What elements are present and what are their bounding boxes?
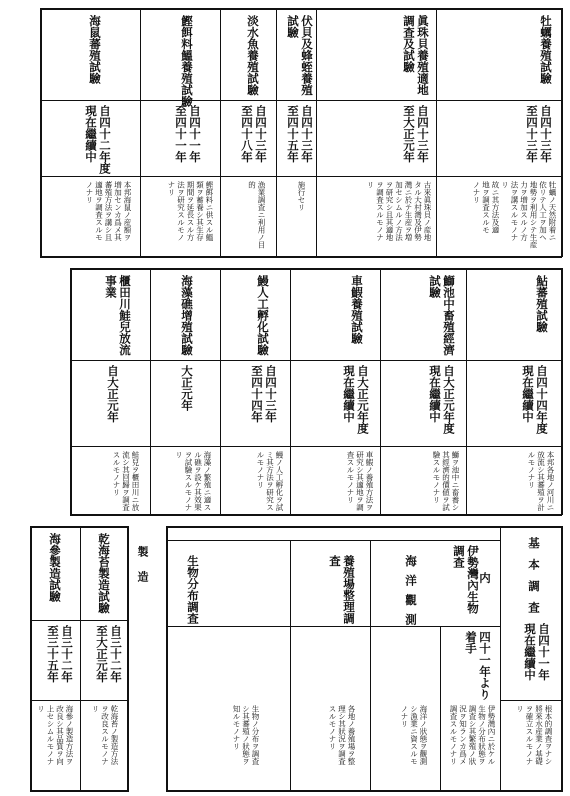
note-seaweed-reef: 海藻ノ繁殖ニ適ス ル礁ヲ設ケ其效果 ヲ試驗スルモノナ リ	[174, 451, 212, 511]
ocean-note: 海洋ノ狀態ヲ觀測 シ漁業ニ資スルモ ノナリ	[400, 705, 428, 765]
title-ayu: 鮎蕃殖試驗	[535, 275, 549, 333]
row-salmon-release	[71, 269, 150, 514]
period-seaweed-reef: 大正元年	[180, 365, 194, 411]
note-ayu: 本邦各地ノ河川ニ 放流シ其蕃殖ヲ計 ルモノナリ	[527, 451, 555, 511]
distribution-survey	[167, 541, 290, 790]
title-shellfish: 伏貝及蜂蛭養殖 試驗	[286, 15, 314, 96]
ocean-title: 海洋觀測	[404, 555, 418, 633]
inner-label: 内	[478, 572, 492, 584]
note-sardine-bait: 鰹餌料ニ供スル鰮 類ヲ蓄養シ其生存 期間ヲ延長スル方 法ヲ研究スルモノ ナリ	[167, 181, 214, 241]
title-oyster: 牡蠣養殖試驗	[539, 15, 553, 84]
row-yellowtail	[381, 269, 466, 514]
row-seaweed-reef	[151, 269, 220, 514]
title-seaweed-reef: 海藻礁增殖試驗	[180, 275, 194, 356]
basic-survey	[501, 527, 561, 790]
farm-title: 養殖場整理調 査	[328, 555, 356, 624]
basic-survey-label: 基本調査	[527, 537, 541, 623]
note-prawn: 車鰕ノ養殖方法ヲ 研究シ其適地ヲ調 査スルモノナリ	[346, 451, 374, 511]
period-oyster: 自四十三年 至四十三年	[525, 105, 553, 163]
ocean-observation	[371, 541, 440, 790]
row-sea-cucumber	[41, 9, 140, 256]
row-freshwater	[221, 9, 276, 256]
note-eel: 鰻ノ人工孵化ヲ試 ミ其方法ヲ研究ス ルモノナリ	[256, 451, 284, 511]
note-freshwater: 漁業調査ニ利用ノ目 的	[247, 181, 266, 249]
title-sea-cucumber: 海鼠蕃殖試驗	[88, 15, 102, 84]
dist-note: 生物ノ分布ヲ調査 シ其蕃殖ノ狀態ヲ 知ルモノナリ	[232, 705, 260, 765]
period-freshwater: 自四十三年 至四十八年	[240, 105, 268, 163]
nori-title: 乾海苔製造試驗	[97, 533, 111, 614]
farm-note: 各地ノ養殖場ヲ整 理シ其狀況ヲ調査 スルモノナリ	[328, 705, 356, 765]
period-sea-cucumber: 自四十二年度 現在繼續中	[84, 105, 112, 174]
dist-title: 生物分布調査	[186, 555, 200, 624]
ise-bay-note: 伊勢灣內ニ於ケル 生物ノ分布狀態ヲ 調査シ其繁殖ノ狀 況ヲ知ランカ爲メ 調査スルモノナリ	[449, 705, 496, 765]
row-prawn	[291, 269, 380, 514]
namako-period: 自三十二年 至三十五年	[46, 625, 74, 683]
row-sardine-bait	[141, 9, 220, 256]
title-freshwater: 淡水魚養殖試驗	[246, 15, 260, 96]
nori-manufacturing	[81, 527, 127, 790]
note-salmon-release: 鮭兒ヲ櫃田川ニ放 流シ其回歸ヲ調査 スルモノナリ	[112, 451, 140, 511]
namako-manufacturing	[31, 527, 80, 790]
period-pearl: 自四十三年 至大正元年	[402, 105, 430, 163]
title-salmon-release: 櫃田川鮭兒放流 事業	[104, 275, 132, 356]
title-prawn: 車鰕養殖試驗	[350, 275, 364, 344]
row-pearl	[317, 9, 436, 256]
namako-title: 海參製造試驗	[48, 533, 62, 602]
period-shellfish: 自四十三年 至四十五年	[286, 105, 314, 163]
namako-note: 海參ノ製造方法ヲ 改良シ其品質ヲ向 上セシムルモノナ リ	[36, 705, 74, 765]
nori-note: 乾海苔ノ製造方法 ヲ改良スルモノナ リ	[91, 705, 119, 765]
note-pearl: 古來眞珠貝ノ産地 タル大村灣及伊勢 灣ニ於テ生産ヲ増 加セシムルノ方法 ヲ研究シ且其適地 ヲ調査スルモノナ リ	[366, 181, 432, 241]
row-oyster	[437, 9, 561, 256]
period-prawn: 自大正元年度 現在繼續中	[342, 365, 370, 434]
basic-survey-period: 自四十一年 現在繼續中	[523, 623, 551, 681]
row-shellfish	[277, 9, 316, 256]
basic-survey-note: 根本的調査ヲナシ 將來水産業ノ基礎 ヲ確立スルモノナ リ	[515, 705, 553, 765]
period-yellowtail: 自大正元年度 現在繼續中	[428, 365, 456, 434]
ise-bay-survey	[441, 527, 500, 790]
period-ayu: 自四十四年度 現在繼續中	[521, 365, 549, 434]
period-eel: 自四十三年 至四十四年	[250, 365, 278, 423]
ise-bay-title: 伊勢灣內生物 調査	[452, 545, 480, 614]
title-sardine-bait: 鰹餌料鰮養殖試驗	[180, 15, 194, 107]
ise-bay-period: 四十一年より 着手	[464, 631, 492, 700]
nori-period: 自三十二年 至大正元年	[95, 625, 123, 683]
row-eel	[221, 269, 290, 514]
title-yellowtail: 鰤池中畜殖經濟 試驗	[428, 275, 456, 356]
farm-survey	[291, 541, 370, 790]
note-shellfish: 施行セリ	[297, 181, 306, 211]
title-eel: 鰻人工孵化試驗	[256, 275, 270, 356]
period-sardine-bait: 自四十一年 至四十一年	[174, 105, 202, 163]
note-yellowtail: 鰤ヲ池中ニ畜養シ 其經濟的價値ヲ試 驗スルモノナリ	[432, 451, 460, 511]
title-pearl: 眞珠貝養殖適地 調査及試驗	[402, 15, 430, 96]
note-sea-cucumber: 本邦海鼠ノ産額ヲ 増加センカ爲メ其 蕃殖方法ヲ講シ且 適地ヲ調査スルモ ノナリ	[85, 181, 132, 241]
note-oyster: 牡蠣ノ天然附着ニ 依リテ人工ヲ加ヘ 地勢ヲ利用シテ生産 力ヲ増加スルノ方 法ヲ講スルモノナ リ 故ニ其方法及適 地ヲ調査スルモ ノナリ	[472, 181, 557, 249]
period-salmon-release: 自大正元年	[106, 365, 120, 423]
manufacturing-label: 製造	[136, 546, 149, 596]
row-ayu	[467, 269, 561, 514]
